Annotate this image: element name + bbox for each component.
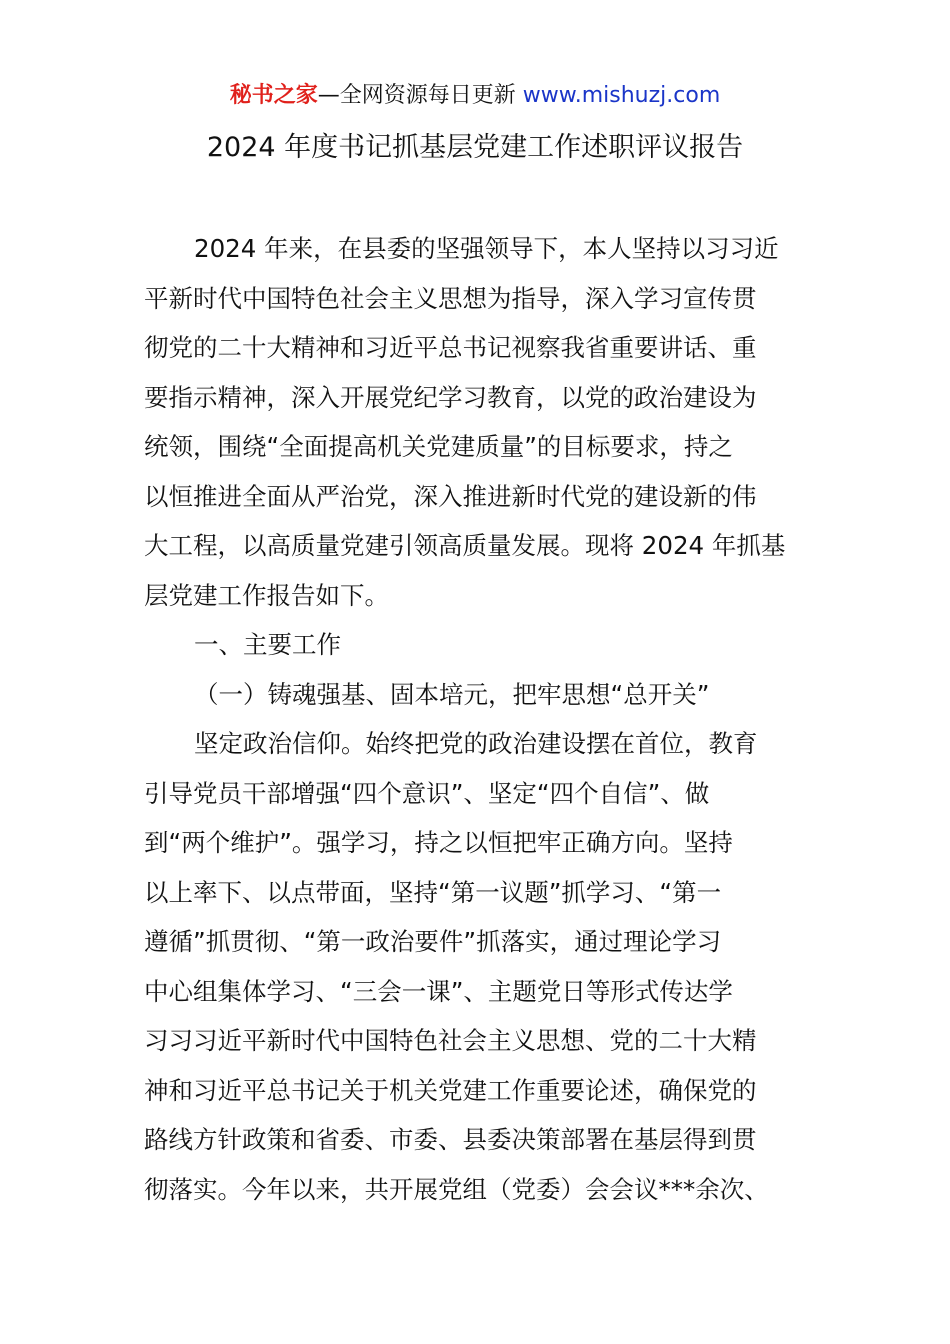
paragraph-line: 神和习近平总书记关于机关党建工作重要论述，确保党的	[144, 1075, 757, 1105]
paragraph-line: 中心组集体学习、“三会一课”、主题党日等形式传达学	[144, 976, 733, 1006]
site-header	[0, 80, 950, 112]
paragraph-line: 彻落实。今年以来，共开展党组（党委）会会议***余次、	[144, 1174, 769, 1204]
paragraph-line: 习习习近平新时代中国特色社会主义思想、党的二十大精	[144, 1026, 757, 1055]
paragraph-line: 遵循”抓贯彻、“第一政治要件”抓落实，通过理论学习	[144, 927, 722, 956]
subsection-heading: （一）铸魂强基、固本培元，把牢思想“总开关”	[194, 679, 710, 709]
site-tagline: —全网资源每日更新	[317, 83, 523, 108]
site-brand: 秘书之家	[229, 83, 318, 108]
document-body	[144, 224, 808, 1214]
paragraph-line: 层党建工作报告如下。	[144, 580, 389, 610]
paragraph-line: 统领，围绕“全面提高机关党建质量”的目标要求，持之	[144, 432, 733, 461]
paragraph-line: 以恒推进全面从严治党，深入推进新时代党的建设新的伟	[144, 481, 757, 511]
paragraph-line: 大工程，以高质量党建引领高质量发展。现将 2024 年抓基	[144, 531, 786, 560]
site-url-link[interactable]: www.mishuzj.com	[522, 83, 721, 108]
paragraph-line: 2024 年来，在县委的坚强领导下，本人坚持以习习近	[194, 234, 779, 263]
paragraph-line: 彻党的二十大精神和习近平总书记视察我省重要讲话、重	[144, 333, 757, 362]
paragraph-line: 以上率下、以点带面，坚持“第一议题”抓学习、“第一	[144, 877, 722, 907]
document-title: 2024 年度书记抓基层党建工作述职评议报告	[206, 132, 744, 163]
paragraph-line: 要指示精神，深入开展党纪学习教育，以党的政治建设为	[144, 382, 757, 412]
section-heading: 一、主要工作	[194, 630, 341, 659]
paragraph-line: 到“两个维护”。强学习，持之以恒把牢正确方向。坚持	[144, 828, 733, 857]
paragraph-line: 平新时代中国特色社会主义思想为指导，深入学习宣传贯	[144, 283, 757, 313]
paragraph-line: 路线方针政策和省委、市委、县委决策部署在基层得到贯	[144, 1125, 757, 1154]
paragraph-line: 坚定政治信仰。始终把党的政治建设摆在首位，教育	[194, 729, 758, 758]
paragraph-line: 引导党员干部增强“四个意识”、坚定“四个自信”、做	[144, 778, 710, 808]
